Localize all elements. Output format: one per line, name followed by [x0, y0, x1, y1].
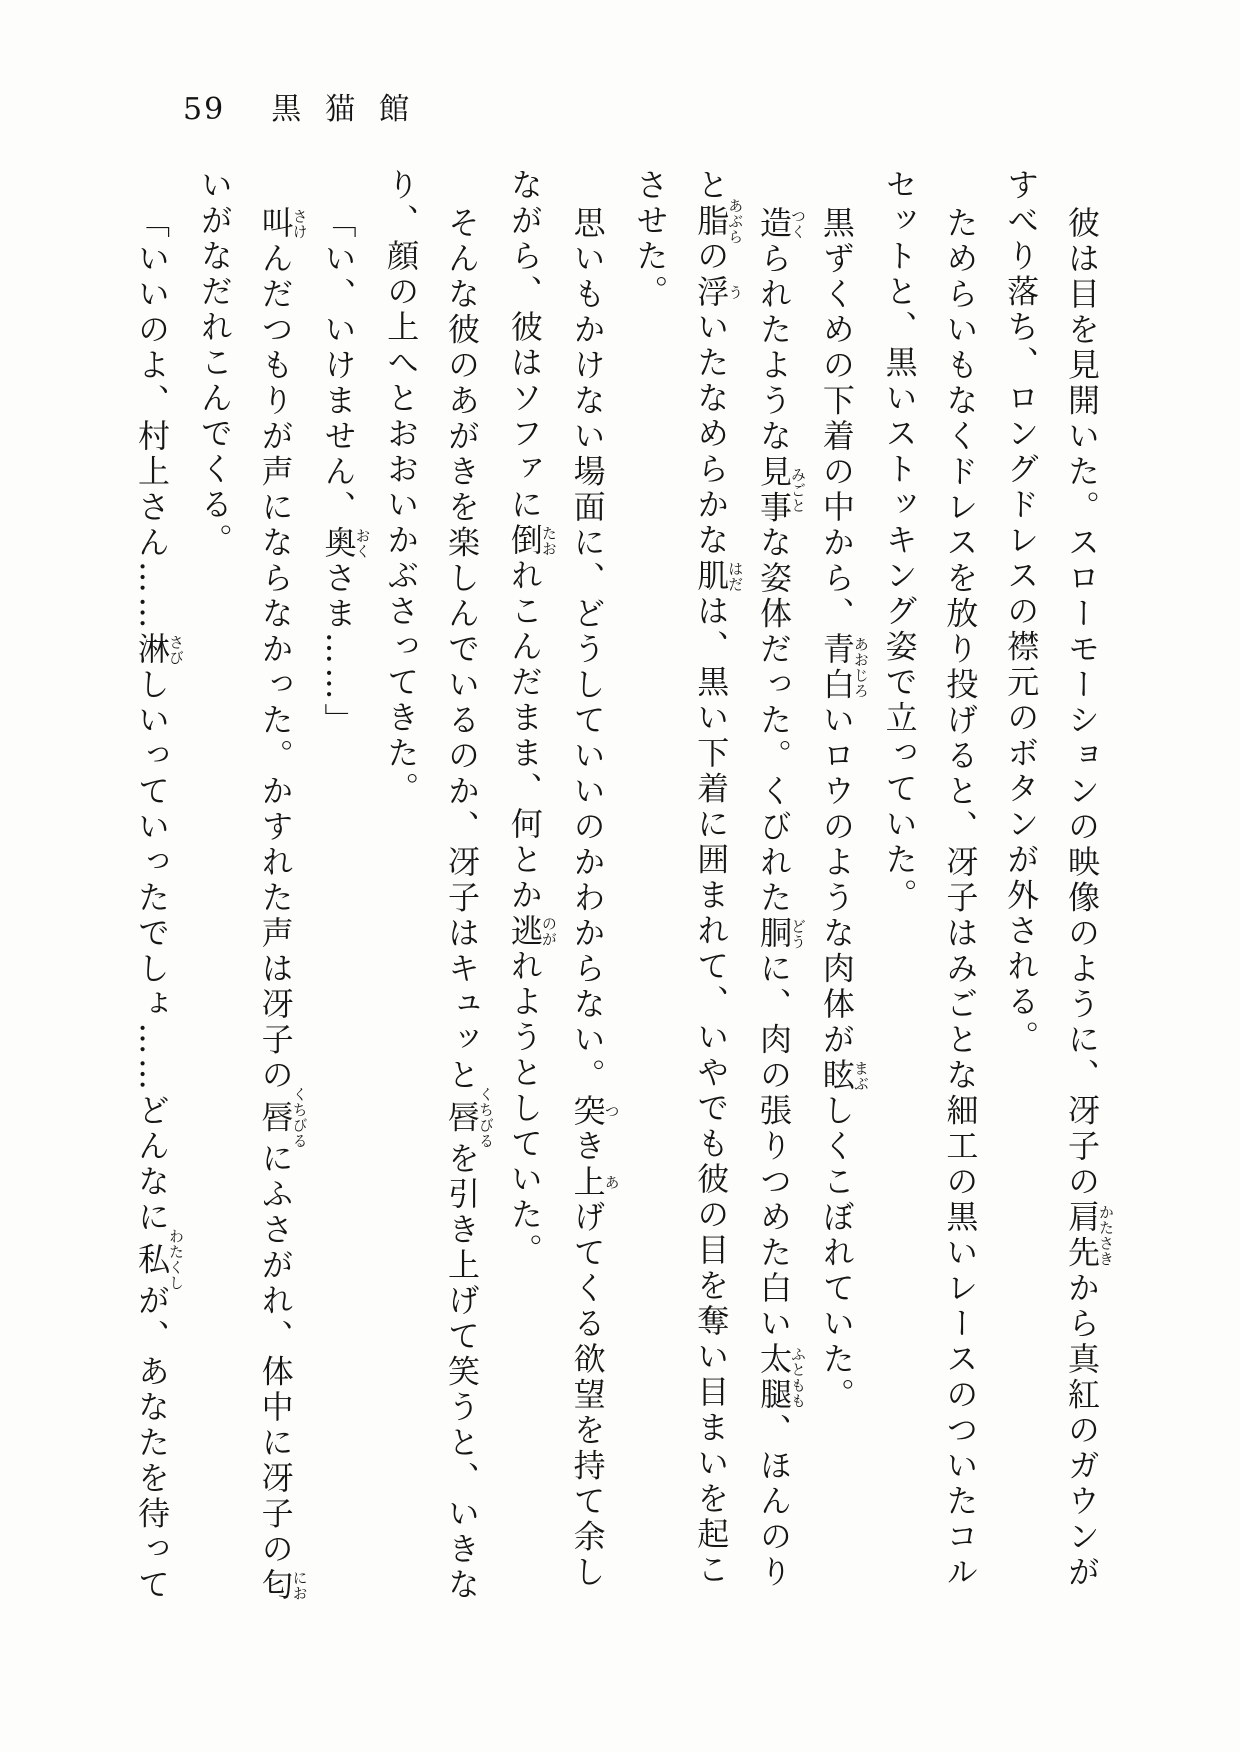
text-run: な姿体だった。くびれた [755, 525, 794, 916]
ruby-word: 胴どう [755, 916, 808, 952]
furigana: たお [539, 523, 558, 559]
text-column [245, 168, 308, 1634]
furigana: のが [539, 913, 558, 949]
furigana: どう [789, 916, 808, 952]
text-run: の [692, 239, 731, 275]
ruby-word: 奥おく [319, 525, 372, 561]
text-run: 彼は目を見開いた。スローモーションの映像のように、冴子の [1063, 206, 1101, 1200]
ruby-word: 浮う [692, 274, 745, 310]
text-run: から真紅のガウンが [1063, 1271, 1101, 1591]
text-column [121, 168, 184, 1634]
ruby-word: 淋さび [133, 632, 186, 668]
text-run: しいっていったでしょ……どんなに [133, 667, 172, 1236]
text-column [431, 168, 494, 1634]
text-run: 思いもかけない場面に、どうしていいのかわからない。 [568, 206, 607, 1094]
text-run: と [692, 168, 731, 204]
text-column [308, 168, 371, 1634]
text-column [990, 168, 1051, 1596]
text-column [806, 168, 869, 1634]
text-run: は、黒い下着に囲まれて、いやでも彼の目を奪い目まいを起こ [692, 594, 731, 1588]
furigana: はだ [726, 558, 745, 594]
text-run: いたなめらかな [692, 310, 731, 559]
furigana: さけ [290, 206, 309, 242]
text-column [869, 168, 930, 1596]
ruby-word: 見事みごと [755, 454, 808, 526]
ruby-word: 私わたくし [133, 1228, 186, 1291]
ruby-word: 突つ [568, 1093, 621, 1129]
book-title: 黒猫館 [271, 92, 434, 127]
text-run: セットと、黒いストッキング姿で立っていた。 [880, 168, 919, 914]
furigana: にお [290, 1567, 309, 1603]
furigana: わたくし [167, 1228, 186, 1291]
text-run: げてくる欲望を持て余し [568, 1200, 607, 1591]
ruby-word: 匂にお [256, 1567, 309, 1603]
text-column [930, 168, 991, 1634]
running-head [183, 92, 433, 128]
furigana: う [726, 274, 745, 310]
furigana: くちびる [290, 1086, 309, 1149]
ruby-word: 肩先かたさき [1063, 1200, 1115, 1271]
text-column [494, 168, 557, 1596]
text-run: 、ほんのり [755, 1413, 794, 1591]
furigana: あぶら [726, 198, 745, 245]
text-run: ためらいもなくドレスを放り投げると、冴子はみごとな細工の黒いレースのついたコル [941, 206, 980, 1591]
text-run: しくこぼれていた。 [817, 1093, 856, 1413]
furigana: まぶ [851, 1058, 870, 1094]
text-column [370, 168, 431, 1596]
text-column [184, 168, 245, 1596]
text-run: に、肉の張りつめた白い [755, 951, 794, 1342]
text-run: にふさがれ、体中に冴子の [256, 1141, 295, 1568]
furigana: かたさき [1097, 1200, 1115, 1271]
text-run: 黒ずくめの下着の中から、 [817, 206, 856, 632]
furigana: さび [167, 632, 186, 668]
text-column [743, 168, 806, 1634]
text-run: 「いいのよ、村上さん…… [133, 206, 172, 632]
ruby-word: 青白あおじろ [817, 632, 870, 703]
text-run: き [568, 1129, 607, 1165]
text-run: さま……」 [319, 561, 358, 739]
ruby-word: 肌はだ [692, 558, 745, 594]
text-run: れこんだまま、何とか [505, 558, 544, 914]
furigana: つく [789, 206, 808, 242]
text-run: すべり落ち、ロングドレスの襟元のボタンが外される。 [1002, 168, 1041, 1056]
furigana: ふともも [789, 1342, 808, 1413]
text-column [680, 168, 743, 1596]
furigana: おく [353, 525, 372, 561]
text-run: が、あなたを待って [133, 1283, 172, 1603]
furigana: あおじろ [851, 632, 870, 703]
ruby-word: 倒たお [505, 523, 558, 559]
text-run: を引き上げて笑うと、いきな [443, 1141, 482, 1603]
text-run: いロウのような肉体が [817, 703, 856, 1058]
furigana: みごと [789, 454, 808, 526]
ruby-word: 唇くちびる [443, 1086, 496, 1149]
text-run: 「い、いけません、 [319, 206, 358, 526]
text-run: られたような [755, 241, 794, 455]
ruby-word: 脂あぶら [692, 198, 745, 245]
text-run: んだつもりが声にならなかった。かすれた声は冴子の [256, 241, 295, 1094]
vertical-text-block [121, 168, 1115, 1603]
furigana: あ [602, 1164, 621, 1200]
ruby-word: 造つく [755, 206, 808, 242]
ruby-word: 逃のが [505, 913, 558, 949]
ruby-word: 上あ [568, 1164, 621, 1200]
ruby-word: 唇くちびる [256, 1086, 309, 1149]
furigana: くちびる [477, 1086, 496, 1149]
text-run: させた。 [631, 168, 670, 310]
text-run: いがなだれこんでくる。 [195, 168, 234, 559]
text-run: り、顔の上へとおおいかぶさってきた。 [382, 168, 421, 807]
text-run: ながら、彼はソファに [505, 168, 544, 523]
text-column [620, 168, 681, 1596]
furigana: つ [602, 1093, 621, 1129]
ruby-word: 太腿ふともも [755, 1342, 808, 1413]
text-run: れようとしていた。 [505, 949, 544, 1269]
page-number: 59 [183, 92, 226, 127]
ruby-word: 眩まぶ [817, 1058, 870, 1094]
text-run: そんな彼のあがきを楽しんでいるのか、冴子はキュッと [443, 206, 482, 1094]
ruby-word: 叫さけ [256, 206, 309, 242]
text-column [1051, 168, 1114, 1634]
text-column [557, 168, 620, 1634]
